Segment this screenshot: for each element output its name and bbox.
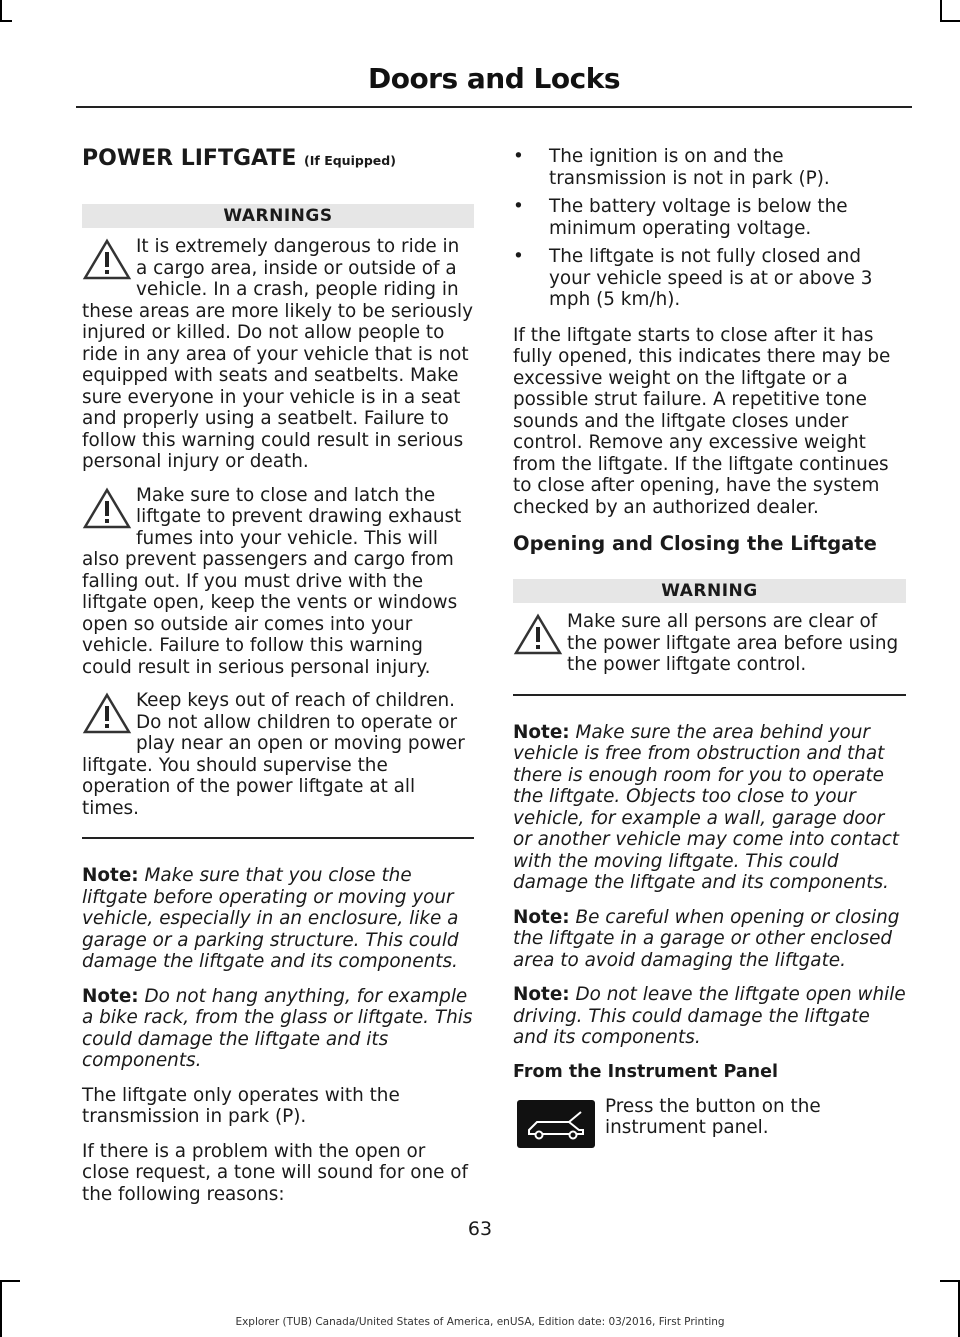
crop-mark — [940, 0, 942, 20]
body-paragraph: If the liftgate starts to close after it has fully opened, this indicates there may be excessive weight on the liftgate or a possible strut failure. A repetitive tone sounds and the liftgate closes under control. Remove any excessive weight from the liftgate. If the liftgate continues to close after opening, have the system checked by an authorized dealer. — [513, 324, 891, 518]
warning-triangle-icon — [82, 487, 132, 531]
section-title: Doors and Locks — [367, 62, 620, 95]
note-paragraph — [513, 907, 906, 972]
note-label: Note: — [82, 865, 139, 886]
note-paragraph — [513, 722, 906, 894]
warnings-header: WARNINGS — [82, 204, 474, 228]
right-column — [513, 146, 906, 1166]
panel-instruction: Press the button on the instrument panel. — [605, 1095, 821, 1138]
note-label: Note: — [513, 906, 570, 928]
warning-triangle-icon — [513, 613, 563, 657]
crop-mark — [0, 20, 12, 22]
list-item — [513, 246, 906, 311]
note-text: Make sure the area behind your vehicle is free from obstruction and that there is enough room for you to operate the liftgate. Objects too close to your vehicle, for example a wall, garage door or another vehicle may come into contact with the moving liftgate. This could damage the liftgate and its components. — [513, 721, 900, 893]
warning-text: Make sure to close and latch the liftgate to prevent drawing exhaust fumes into your vehicle. This will also prevent passengers and cargo from falling out. If you must drive with the liftgate open, keep the vents or windows open so outside air comes into your vehicle. Failure to follow this warning could result in serious personal injury. — [82, 484, 462, 678]
heading-suffix: (If Equipped) — [304, 153, 396, 168]
warning-box — [513, 579, 906, 696]
note-paragraph — [82, 865, 474, 973]
bullet: • — [513, 146, 524, 167]
note-label: Note: — [82, 985, 139, 1007]
warning-text: Make sure all persons are clear of the power liftgate area before using the power liftgate control. — [567, 611, 899, 675]
warning-text: It is extremely dangerous to ride in a cargo area, inside or outside of a vehicle. In a crash, people riding in these areas are more likely to be seriously injured or killed. Do not allow people to ride in any area of your vehicle that is not equipped with seats and seatbelts. Make sure everyone in your vehicle is in a seat and properly using a seatbelt. Failure to follow this warning could result in serious personal injury or death. — [82, 236, 473, 472]
instrument-panel-row — [513, 1096, 906, 1166]
note-text: Do not hang anything, for example a bike rack, from the glass or liftgate. This could damage the liftgate and its components. — [82, 985, 473, 1071]
left-column — [82, 146, 474, 1218]
section-heading — [82, 146, 474, 174]
header-rule — [76, 106, 912, 108]
note-text: Make sure that you close the liftgate before operating or moving your vehicle, especially in an enclosure, like a garage or a parking structure. This could damage the liftgate and its components. — [82, 865, 459, 972]
note-label: Note: — [513, 984, 570, 1005]
note-label: Note: — [513, 721, 570, 743]
warning-text: Keep keys out of reach of children. Do not allow children to operate or play near an open or moving power liftgate. You should supervise the operation of the power liftgate at all times. — [82, 690, 465, 819]
warning-triangle-icon — [82, 238, 132, 282]
list-item-text: The ignition is on and the transmission is not in park (P). — [549, 146, 830, 189]
warning-item — [82, 236, 474, 473]
body-paragraph: If there is a problem with the open or close request, a tone will sound for one of the following reasons: — [82, 1140, 469, 1205]
crop-mark — [0, 1280, 20, 1282]
page-number: 63 — [467, 1218, 493, 1240]
list-item — [513, 146, 906, 189]
list-item-text: The liftgate is not fully closed and your vehicle speed is at or above 3 mph (5 km/h). — [549, 246, 873, 310]
footer-text: Explorer (TUB) Canada/United States of America, enUSA, Edition date: 03/2016, First Printing — [235, 1316, 725, 1328]
note-text: Be careful when opening or closing the liftgate in a garage or other enclosed area to avoid damaging the liftgate. — [513, 906, 900, 971]
bullet: • — [513, 246, 524, 267]
warning-triangle-icon — [82, 692, 132, 736]
crop-mark — [940, 20, 960, 22]
list-item-text: The battery voltage is below the minimum operating voltage. — [549, 196, 848, 239]
list-item — [513, 196, 906, 239]
note-paragraph — [82, 986, 474, 1072]
body-paragraph: The liftgate only operates with the transmission in park (P). — [82, 1084, 400, 1127]
heading-text: POWER LIFTGATE — [82, 146, 297, 171]
note-text: Do not leave the liftgate open while driving. This could damage the liftgate and its components. — [513, 984, 906, 1048]
crop-mark — [0, 1280, 2, 1337]
warning-item — [82, 485, 474, 679]
crop-mark — [0, 0, 2, 20]
warning-header: WARNING — [513, 579, 906, 603]
crop-mark — [940, 1280, 960, 1282]
note-paragraph — [513, 984, 906, 1049]
bullet: • — [513, 196, 524, 217]
liftgate-button-icon — [517, 1100, 595, 1148]
warnings-box — [82, 204, 474, 839]
subheading: From the Instrument Panel — [513, 1061, 778, 1082]
warning-item — [513, 611, 906, 676]
warning-item — [82, 690, 474, 819]
subheading: Opening and Closing the Liftgate — [513, 532, 877, 555]
reason-list — [513, 146, 906, 311]
